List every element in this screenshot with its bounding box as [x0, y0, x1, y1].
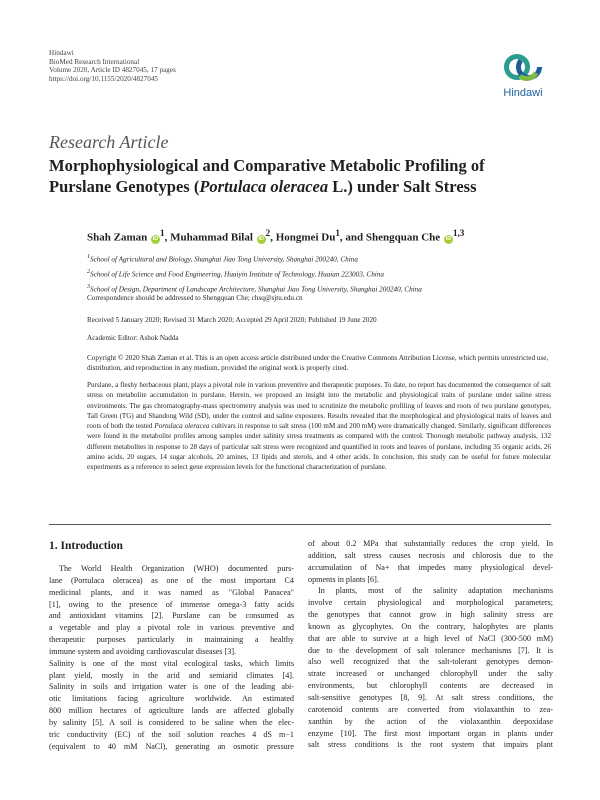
- orcid-icon[interactable]: iD: [258, 235, 264, 242]
- journal-header: [49, 49, 176, 83]
- author-name[interactable]: Muhammad Bilal: [170, 231, 253, 244]
- article-title: [49, 155, 559, 197]
- body-line: salt stress conditions is the root system that impairs plant: [308, 740, 553, 750]
- correspondence: Correspondence should be addressed to Shengquan Che; chsq@sjtu.edu.cn: [87, 294, 303, 302]
- hindawi-logo-icon: [503, 48, 543, 86]
- body-line: environments, but chlorophyll contents are decreased in: [308, 681, 553, 691]
- body-line: a vegetable and play a pivotal role in various preventive and: [49, 623, 294, 633]
- body-line: therapeutic purposes particularly in maintaining a healthy: [49, 635, 294, 645]
- body-line: otic limitations facing agriculture worldwide. An estimated: [49, 694, 294, 704]
- body-line: lane (Portulaca oleracea) as one of the most important C4: [49, 575, 294, 585]
- publisher-name: Hindawi: [49, 49, 74, 57]
- body-line: by salinity [5]. A soil is considered to be saline when the elec-: [49, 717, 294, 727]
- body-column-left: [49, 563, 294, 753]
- body-line: carotenoid contents are converted from violaxanthin to zea-: [308, 704, 553, 714]
- academic-editor: Academic Editor: Ashok Nadda: [87, 334, 179, 342]
- body-line: due to the development of salt tolerance mechanisms [7]. It is: [308, 645, 553, 655]
- abstract: Purslane, a fleshy herbaceous plant, plays a pivotal role in various preventive and therapeutic purposes. To date, no report has documented the consequence of salt stress on metabolite accumulation in purslane. Herein, we proposed an insight into the metabolic and physiological traits of purslane under saline stress environments. The gas chromatography-mass spectrometry analysis was used to scrutinize the metabolic profiling of leaves and roots of two purslane genotypes, Tall Green (TG) and Shandong Wild (SD), under the control and saline exposures. Results revealed that the morphological and physiological traits of leaves and roots of both the tested Portulaca oleracea cultivars in response to salt stress (100 mM and 200 mM) were dramatically changed. Similarly, significant differences were found in the metabolite profiles among samples under salinity stress treatments as compared with the control. Thorough metabolic pathway analysis, 132 different metabolites in response to 28 days of particular salt stress were recognized and quantified in roots and leaves of purslane, including 35 organic acids, 26 amino acids, 20 sugars, 14 sugar alcohols, 20 amines, 13 lipids and sterols, and 4 other acids. In conclusion, this study can be useful for future molecular experiments as a reference to select gene expression levels for the functional characterization of purslane.: [87, 381, 551, 472]
- body-line: and antioxidant vitamins [2]. Purslane can be consumed as: [49, 611, 294, 621]
- body-line: involve certain physiological and morphological parameters;: [308, 598, 553, 608]
- orcid-icon[interactable]: iD: [152, 235, 159, 242]
- body-line: enzyme [10]. The first most important organ in plants under: [308, 728, 553, 738]
- body-line: addition, salt stress causes necrosis and chlorosis due to the: [308, 550, 553, 560]
- hindawi-logo: [497, 48, 549, 104]
- publication-dates: Received 5 January 2020; Revised 31 March 2020; Accepted 29 April 2020; Published 19 June 2020: [87, 316, 377, 324]
- body-line: the genotypes that cannot grow in high salinity stress are: [308, 610, 553, 620]
- body-line: immune system and avoiding cardiovascular diseases [3].: [49, 646, 237, 656]
- orcid-icon[interactable]: iD: [445, 235, 452, 242]
- author-name[interactable]: Hongmei Du: [275, 231, 336, 244]
- body-column-right: [308, 538, 553, 751]
- body-line: accumulation of Na+ that impedes many physiological devel-: [308, 562, 553, 572]
- volume-info: Volume 2020, Article ID 4827045, 17 pages: [49, 66, 176, 75]
- author-name[interactable]: Shah Zaman: [87, 231, 148, 244]
- body-line: known as glycophytes. On the contrary, halophytes are plants: [308, 621, 553, 631]
- article-type: Research Article: [49, 132, 169, 152]
- body-line: also well recognized that the salt-tolerant genotypes demon-: [308, 657, 553, 667]
- body-line: xanthin by the action of the violaxanthin deepoxidase: [308, 716, 553, 726]
- body-line: medicinal plants, and it was named as "Global Panacea": [49, 587, 294, 597]
- body-line: [1], owing to the presence of immense omega-3 fatty acids: [49, 599, 294, 609]
- species-name: Portulaca oleracea: [199, 177, 329, 196]
- title-line-2: Purslane Genotypes (Portulaca oleracea L.) under Salt Stress: [49, 177, 477, 196]
- species-name: Portulaca oleracea: [154, 422, 210, 431]
- body-line: In plants, most of the salinity adaptation mechanisms: [318, 586, 553, 596]
- body-line: Salinity is one of the most vital ecological tasks, which limits: [49, 658, 294, 668]
- body-line: (equivalent to 40 mM NaCl), generating an osmotic pressure: [49, 741, 294, 751]
- body-line: 800 million hectares of agriculture lands are affected globally: [49, 706, 294, 716]
- author-name[interactable]: Shengquan Che: [365, 231, 441, 244]
- body-line: of about 0.2 MPa that substantially reduces the crop yield. In: [308, 539, 553, 548]
- section-divider: [49, 524, 551, 525]
- affiliation-item: $^2$School of Life Science and Food Engineering, Huaiyin Institute of Technology, Huaian 223003, China: [87, 268, 384, 279]
- body-line: plant yield, mostly in the arid and semiarid climates [4].: [49, 670, 294, 680]
- body-line: Salinity in soils and irrigation water is one of the leading abi-: [49, 682, 294, 692]
- title-line-1: Morphophysiological and Comparative Metabolic Profiling of: [49, 156, 485, 175]
- author-list: Shah Zaman $iD^1$, Muhammad Bilal $iD^2$, Hongmei Du$^1$, and Shengquan Che iD$^{1,3}$: [87, 228, 465, 244]
- body-line: tric conductivity (EC) of the soil solution reaches 4 dS m−1: [49, 729, 294, 739]
- affiliation-item: $^1$School of Agricultural and Biology, Shanghai Jiao Tong University, Shanghai 200240, China: [87, 254, 358, 264]
- license-statement: Copyright © 2020 Shah Zaman et al. This is an open access article distributed under the Creative Commons Attribution License, which permits unrestricted use, distribution, and reproduction in any medium, provided the original work is properly cited.: [87, 354, 549, 372]
- section-heading: 1. Introduction: [49, 540, 123, 552]
- journal-name: BioMed Research International: [49, 57, 140, 66]
- body-line: that are able to survive at a high level of NaCl (300-500 mM): [308, 633, 553, 643]
- affiliations: [87, 251, 422, 296]
- body-line: opments in plants [6].: [308, 574, 379, 584]
- authors-conjunction: and: [345, 231, 364, 244]
- body-line: strate increased or unchanged chlorophyll under the salty: [308, 669, 553, 679]
- body-line: The World Health Organization (WHO) documented purs-: [59, 564, 294, 573]
- body-line: salt-sensitive genotypes [8, 9]. At salt stress conditions, the: [308, 692, 553, 702]
- affiliation-item: $^3$School of Design, Department of Landscape Architecture, Shanghai Jiao Tong University, Shanghai 200240, China: [87, 283, 422, 294]
- doi-link[interactable]: https://doi.org/10.1155/2020/4827045: [49, 74, 159, 83]
- logo-wordmark: Hindawi: [503, 87, 543, 99]
